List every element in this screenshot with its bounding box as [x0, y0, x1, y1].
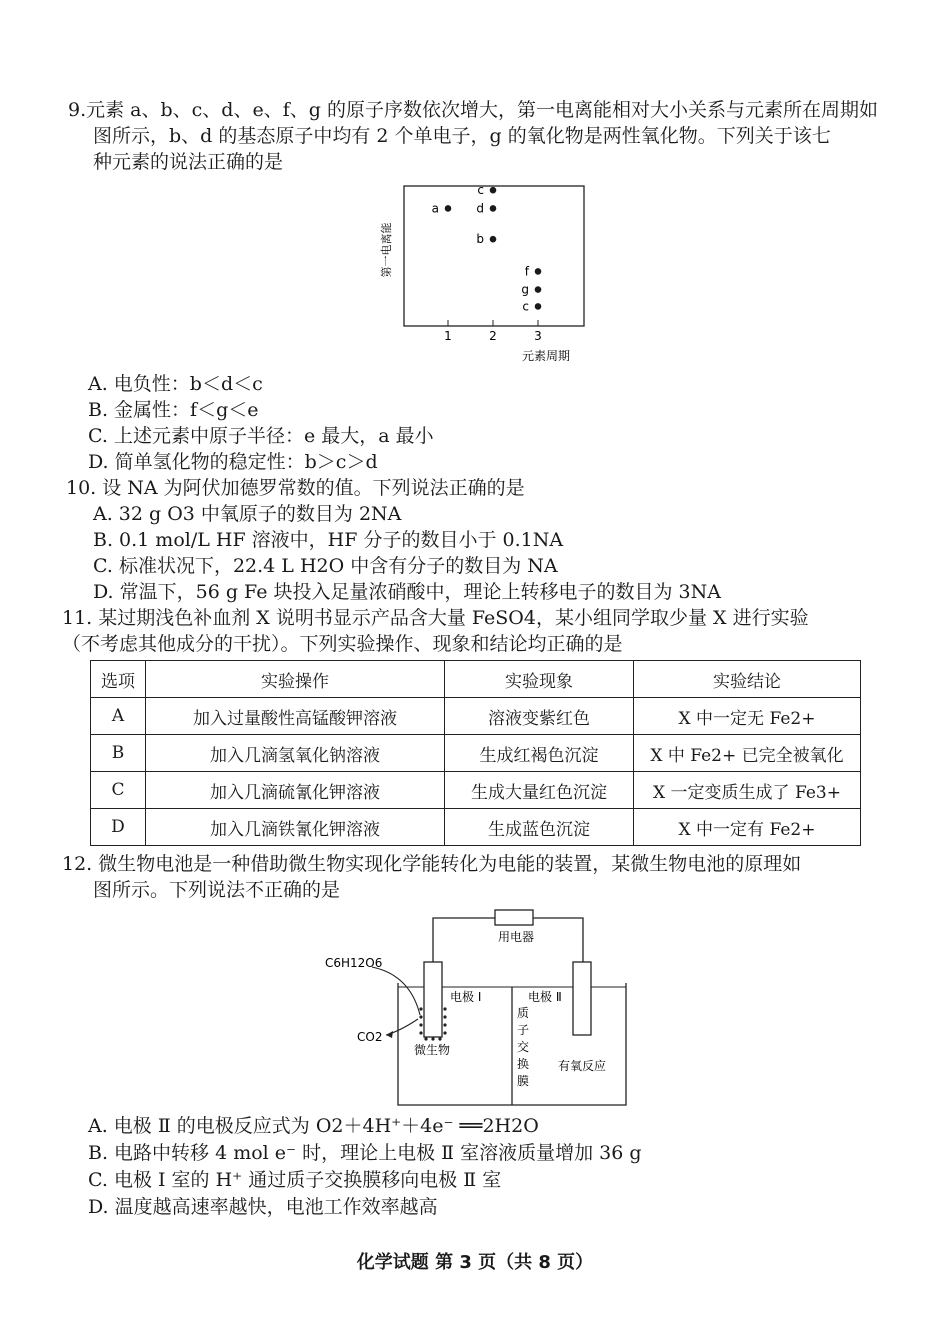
table-cell: X 中一定有 Fe2+ — [634, 809, 861, 846]
q10-option-a: A. 32 g O3 中氧原子的数目为 2NA — [93, 503, 402, 525]
table-header-row — [91, 661, 861, 698]
table-cell: X 一定变质生成了 Fe3+ — [634, 772, 861, 809]
table-cell: 生成大量红色沉淀 — [445, 772, 634, 809]
chart-point-label: b — [476, 232, 484, 247]
table-cell: 生成蓝色沉淀 — [445, 809, 634, 846]
q9-option-b: B. 金属性：f＜g＜e — [88, 399, 259, 421]
table-header: 实验现象 — [445, 661, 634, 698]
ionization-energy-chart — [378, 180, 588, 370]
wire-left — [433, 918, 495, 962]
load-resistor — [495, 910, 533, 925]
table-row — [91, 735, 861, 772]
chart-point-label: a — [431, 201, 439, 216]
chart-point-c — [490, 187, 497, 194]
chart-y-label: 第一电离能 — [380, 222, 393, 278]
table-cell: 加入过量酸性高锰酸钾溶液 — [146, 698, 445, 735]
q12-stem-line-2: 图所示。下列说法不正确的是 — [93, 879, 341, 901]
microbe-label: 微生物 — [414, 1043, 451, 1057]
chart-point-b — [490, 236, 497, 243]
q11-stem-line-1: 11. 某过期浅色补血剂 X 说明书显示产品含大量 FeSO4，某小组同学取少量 X 进行实验 — [62, 607, 809, 629]
q12-option-c: C. 电极 Ⅰ 室的 H⁺ 通过质子交换膜移向电极 Ⅱ 室 — [88, 1169, 502, 1191]
table-cell: D — [91, 809, 146, 846]
q11-stem-line-2: （不考虑其他成分的干扰）。下列实验操作、现象和结论均正确的是 — [62, 633, 623, 655]
table-cell: X 中一定无 Fe2+ — [634, 698, 861, 735]
table-header: 实验操作 — [146, 661, 445, 698]
chart-x-label: 元素周期 — [521, 349, 571, 363]
glucose-label: C6H12O6 — [325, 956, 383, 970]
experiment-table — [90, 660, 861, 846]
microbial-cell-diagram — [320, 905, 640, 1110]
wire-right — [533, 918, 583, 962]
chart-point-label: d — [476, 201, 484, 216]
chart-point-f — [535, 268, 542, 275]
table-cell: C — [91, 772, 146, 809]
q10-stem: 10. 设 NA 为阿伏加德罗常数的值。下列说法正确的是 — [66, 477, 525, 499]
table-cell: 生成红褐色沉淀 — [445, 735, 634, 772]
chart-point-g — [535, 286, 542, 293]
table-row — [91, 698, 861, 735]
glucose-arrow — [372, 967, 420, 1015]
electrode-2-label: 电极 Ⅱ — [528, 990, 562, 1004]
q9-stem-line-1: 9.元素 a、b、c、d、e、f、g 的原子序数依次增大，第一电离能相对大小关系与元素所在周期如 — [68, 99, 878, 121]
chart-x-tick-label: 2 — [489, 329, 497, 343]
table-cell: B — [91, 735, 146, 772]
page-footer: 化学试题 第 3 页（共 8 页） — [356, 1252, 594, 1273]
load-label: 用电器 — [497, 930, 535, 944]
q9-stem-line-2: 图所示，b、d 的基态原子中均有 2 个单电子，g 的氧化物是两性氧化物。下列关于该七 — [93, 125, 831, 147]
electrode-1 — [424, 962, 442, 1037]
q12-option-b: B. 电路中转移 4 mol e⁻ 时，理论上电极 Ⅱ 室溶液质量增加 36 g — [88, 1142, 642, 1164]
chart-point-label: c — [477, 183, 484, 198]
table-cell: 溶液变紫红色 — [445, 698, 634, 735]
electrode-1-label: 电极 Ⅰ — [450, 990, 482, 1004]
table-row — [91, 772, 861, 809]
chart-point-d — [490, 205, 497, 212]
membrane-label: 质子交换膜 — [516, 1006, 530, 1088]
table-header: 选项 — [91, 661, 146, 698]
chart-x-tick-label: 3 — [534, 329, 542, 343]
q9-stem-line-3: 种元素的说法正确的是 — [93, 151, 284, 173]
chart-point-label: c — [522, 299, 529, 314]
chart-point-label: g — [521, 282, 529, 297]
table-cell: 加入几滴硫氰化钾溶液 — [146, 772, 445, 809]
q10-option-c: C. 标准状况下，22.4 L H2O 中含有分子的数目为 NA — [93, 555, 558, 577]
q9-option-c: C. 上述元素中原子半径：e 最大，a 最小 — [88, 425, 434, 447]
table-header: 实验结论 — [634, 661, 861, 698]
table-row — [91, 809, 861, 846]
q9-option-a: A. 电负性：b＜d＜c — [88, 373, 263, 395]
chart-point-label: f — [524, 264, 529, 279]
co2-label: CO2 — [357, 1030, 383, 1044]
q12-option-a: A. 电极 Ⅱ 的电极反应式为 O2＋4H⁺＋4e⁻ ══2H2O — [88, 1115, 539, 1137]
co2-arrowhead — [386, 1031, 393, 1038]
table-cell: A — [91, 698, 146, 735]
chart-point-c — [535, 303, 542, 310]
q9-option-d: D. 简单氢化物的稳定性：b＞c＞d — [88, 451, 378, 473]
table-cell: 加入几滴铁氰化钾溶液 — [146, 809, 445, 846]
aerobic-label: 有氧反应 — [558, 1059, 607, 1073]
q12-stem-line-1: 12. 微生物电池是一种借助微生物实现化学能转化为电能的装置，某微生物电池的原理如 — [62, 853, 802, 875]
chart-point-a — [445, 205, 452, 212]
electrode-2 — [573, 962, 591, 1035]
chart-x-tick-label: 1 — [444, 329, 452, 343]
table-cell: 加入几滴氢氧化钠溶液 — [146, 735, 445, 772]
q10-option-d: D. 常温下，56 g Fe 块投入足量浓硝酸中，理论上转移电子的数目为 3NA — [93, 581, 721, 603]
table-cell: X 中 Fe2+ 已完全被氧化 — [634, 735, 861, 772]
q12-option-d: D. 温度越高速率越快，电池工作效率越高 — [88, 1196, 438, 1218]
q10-option-b: B. 0.1 mol/L HF 溶液中，HF 分子的数目小于 0.1NA — [93, 529, 564, 551]
